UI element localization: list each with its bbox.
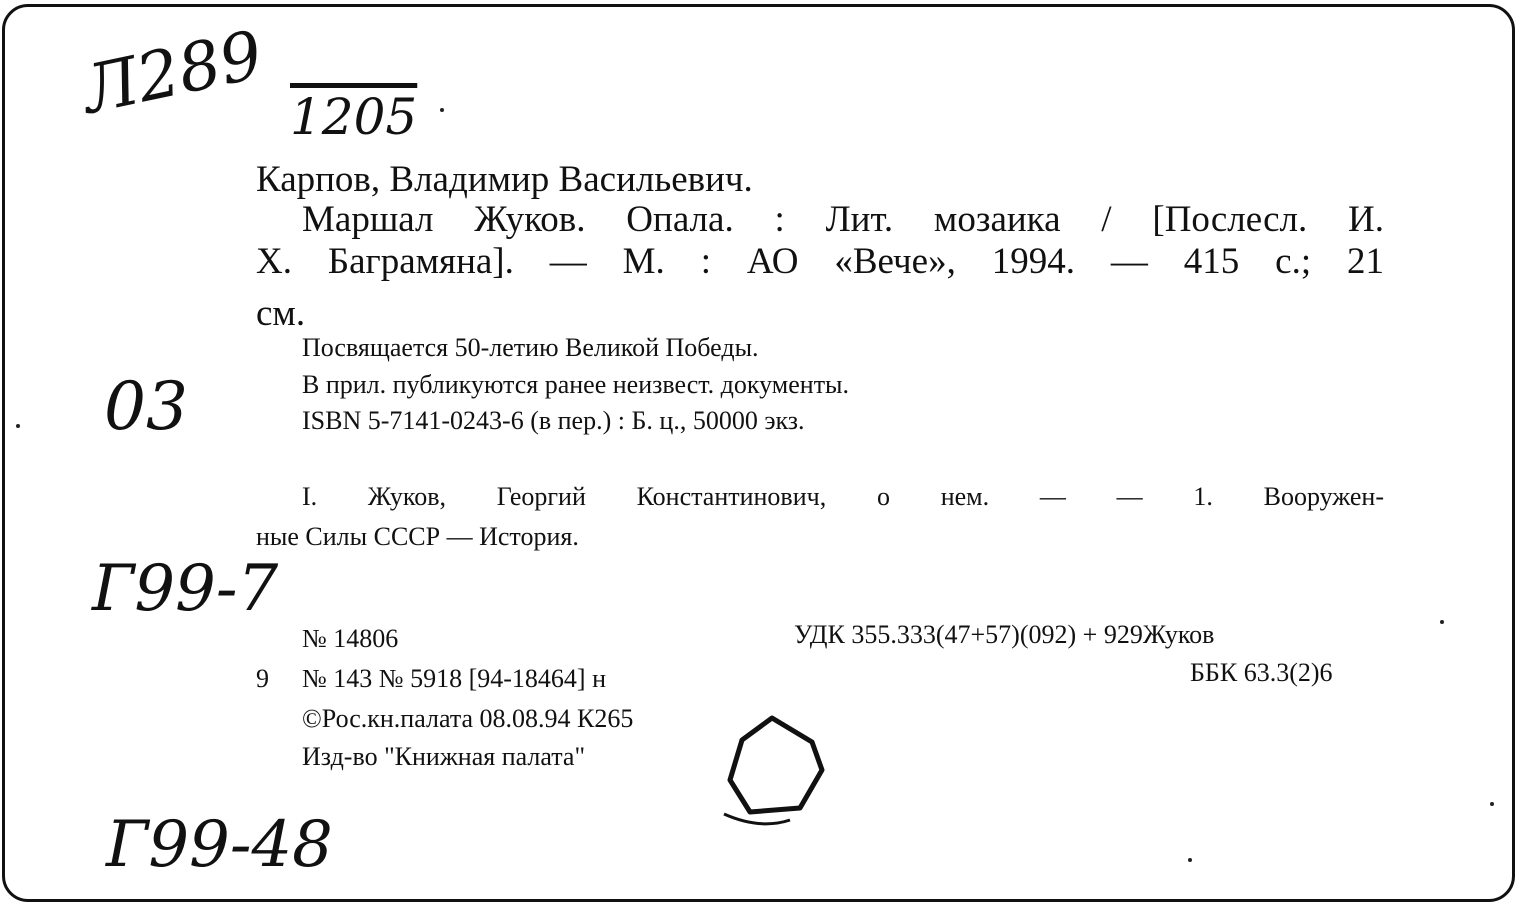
subject-line-2: ные Силы СССР — История. [256,522,579,551]
handwritten-code-g99-48: Г99-48 [106,808,333,882]
circle-stamp-icon [730,718,822,812]
author-heading: Карпов, Владимир Васильевич. [256,159,753,200]
circle-stamp-tail [724,814,790,824]
speckle [440,108,444,112]
publisher-line: Изд-во "Книжная палата" [302,742,586,771]
note-appendix: В прил. публикуются ранее неизвест. документы. [302,370,850,399]
card-numbers: № 143 № 5918 [94-18464] н [302,664,607,693]
speckle [1188,858,1192,862]
speckle [1440,620,1444,624]
handwritten-code-03: 03 [104,368,188,445]
isbn-line: ISBN 5-7141-0243-6 (в пер.) : Б. ц., 50000 экз. [302,406,805,435]
copyright-line: ©Рос.кн.палата 08.08.94 К265 [302,704,634,733]
udk-classification: УДК 355.333(47+57)(092) + 929Жуков [794,620,1215,649]
title-line-2: Х. Баграмяна]. — М. : АО «Вече», 1994. — 415 с.; 21 [256,241,1384,282]
handwritten-code-g99-7: Г99-7 [92,552,279,626]
title-line-3: см. [256,293,306,334]
card-number: № 14806 [302,624,399,653]
handwritten-sub-number: 1205 [290,88,418,146]
speckle [1490,802,1494,806]
subject-line-1: I. Жуков, Георгий Константинович, о нем. — — 1. Вооружен- [302,482,1384,511]
bbk-classification: ББК 63.3(2)6 [1190,658,1333,687]
note-dedication: Посвящается 50-летию Великой Победы. [302,333,759,362]
handwritten-call-number: Л289 [75,16,270,129]
title-line-1: Маршал Жуков. Опала. : Лит. мозаика / [Послесл. И. [302,199,1384,240]
digit-nine: 9 [256,664,269,693]
speckle [16,424,20,428]
